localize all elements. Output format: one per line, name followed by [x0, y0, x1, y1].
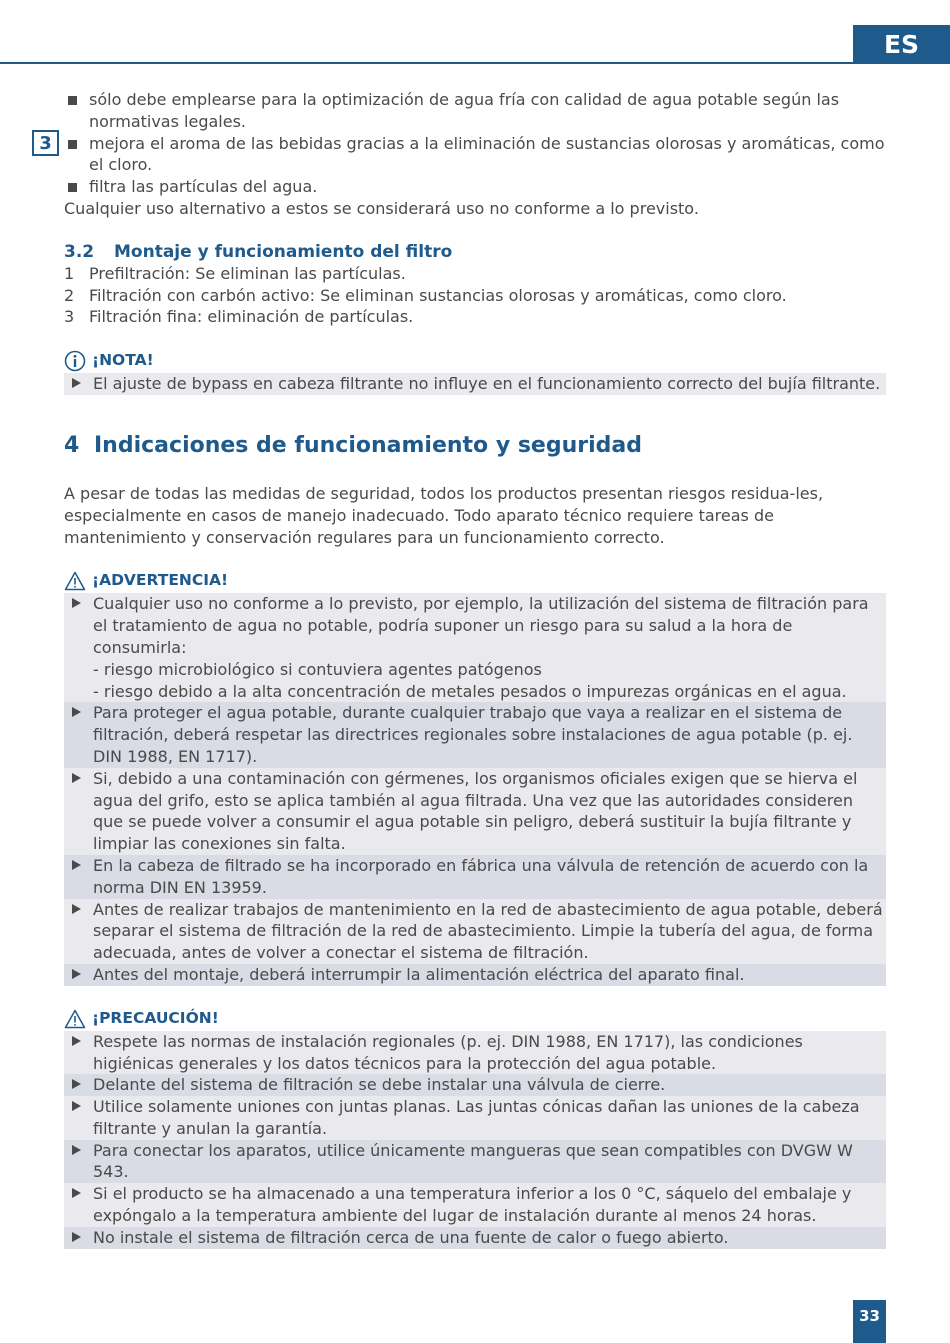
advertencia-box [64, 593, 886, 985]
info-icon [64, 350, 86, 372]
list-item: No instale el sistema de filtración cerca de una fuente de calor o fuego abierto. [64, 1227, 886, 1249]
list-item: 3 Filtración fina: eliminación de partículas. [64, 307, 414, 327]
header-rule [0, 62, 950, 64]
chapter-marker: 3 [32, 130, 59, 156]
page-number: 33 [853, 1300, 886, 1343]
nota-box [64, 373, 886, 395]
square-bullet-icon [68, 96, 77, 105]
list-item: 2 Filtración con carbón activo: Se eliminan sustancias olorosas y aromáticas, como cloro. [64, 285, 787, 305]
list-item: Antes de realizar trabajos de mantenimiento en la red de abastecimiento de agua potable, deberá separar el sistema de filtración de la red de abastecimiento. Limpie la tubería del agua, de forma adecuada, antes de volver a conectar el sistema de filtración. [64, 899, 886, 964]
list-item: Cualquier uso no conforme a lo previsto, por ejemplo, la utilización del sistema de filtración para el tratamiento de agua no potable, podría suponer un riesgo para su salud a la hora de consumirla: - riesgo microbiológico si contuviera agentes patógenos - riesgo debido a la alta concentración de metales pesados o impurezas orgánicas en el agua. [64, 593, 886, 702]
filter-steps-list [64, 263, 886, 328]
list-item: Si el producto se ha almacenado a una temperatura inferior a los 0 °C, sáquelo del embalaje y expóngalo a la temperatura ambiente del lugar de instalación durante al menos 24 horas. [64, 1183, 886, 1227]
triangle-bullet-icon [72, 378, 81, 388]
triangle-bullet-icon [72, 598, 81, 608]
warning-triangle-icon [64, 571, 86, 591]
square-bullet-icon [68, 183, 77, 192]
intended-use-list [64, 89, 886, 198]
triangle-bullet-icon [72, 969, 81, 979]
page-content [64, 89, 886, 1249]
square-bullet-icon [68, 140, 77, 149]
triangle-bullet-icon [72, 1145, 81, 1155]
list-item: Para conectar los aparatos, utilice únicamente mangueras que sean compatibles con DVGW W 543. [64, 1140, 886, 1184]
list-item: El ajuste de bypass en cabeza filtrante no influye en el funcionamiento correcto del bujía filtrante. [64, 373, 886, 395]
list-item: sólo debe emplearse para la optimización de agua fría con calidad de agua potable según las normativas legales. [64, 89, 886, 133]
language-tab: ES [853, 25, 950, 64]
triangle-bullet-icon [72, 1101, 81, 1111]
list-item: Utilice solamente uniones con juntas planas. Las juntas cónicas dañan las uniones de la cabeza filtrante y anulan la garantía. [64, 1096, 886, 1140]
nota-heading: ¡NOTA! [64, 349, 886, 373]
triangle-bullet-icon [72, 860, 81, 870]
triangle-bullet-icon [72, 773, 81, 783]
triangle-bullet-icon [72, 707, 81, 717]
advertencia-heading: ¡ADVERTENCIA! [64, 569, 886, 593]
list-item: filtra las partículas del agua. [64, 176, 886, 198]
list-item: Antes del montaje, deberá interrumpir la alimentación eléctrica del aparato final. [64, 964, 886, 986]
list-item: Si, debido a una contaminación con gérmenes, los organismos oficiales exigen que se hierva el agua del grifo, esto se aplica también al agua filtrada. Una vez que las autoridades consideren que se puede volver a consumir el agua potable sin peligro, deberá sustituir la bujía filtrante y limpiar las conexiones sin falta. [64, 768, 886, 855]
section-3-2-heading: 3.2 Montaje y funcionamiento del filtro [64, 241, 453, 262]
list-item: mejora el aroma de las bebidas gracias a la eliminación de sustancias olorosas y aromáticas, como el cloro. [64, 133, 886, 177]
triangle-bullet-icon [72, 1232, 81, 1242]
warning-triangle-icon [64, 1009, 86, 1029]
list-item: En la cabeza de filtrado se ha incorporado en fábrica una válvula de retención de acuerdo con la norma DIN EN 13959. [64, 855, 886, 899]
list-item: 1 Prefiltración: Se eliminan las partículas. [64, 263, 406, 283]
list-item: Respete las normas de instalación regionales (p. ej. DIN 1988, EN 1717), las condiciones higiénicas generales y los datos técnicos para la protección del agua potable. [64, 1031, 886, 1075]
list-item: Delante del sistema de filtración se debe instalar una válvula de cierre. [64, 1074, 886, 1096]
precaucion-heading: ¡PRECAUCIÓN! [64, 1007, 886, 1031]
triangle-bullet-icon [72, 904, 81, 914]
section-4-heading: 4 Indicaciones de funcionamiento y seguridad [64, 432, 642, 458]
triangle-bullet-icon [72, 1036, 81, 1046]
list-item: Para proteger el agua potable, durante cualquier trabajo que vaya a realizar en el sistema de filtración, deberá respetar las directrices regionales sobre instalaciones de agua potable (p. ej. DIN 1988, EN 1717). [64, 702, 886, 767]
section-4-paragraph: A pesar de todas las medidas de seguridad, todos los productos presentan riesgos residua-les, especialmente en casos de manejo inadecuado. Todo aparato técnico requiere tareas de mantenimiento y conservación regulares para un funcionamiento correcto. [64, 483, 824, 547]
intro-closing: Cualquier uso alternativo a estos se considerará uso no conforme a lo previsto. [64, 198, 699, 218]
triangle-bullet-icon [72, 1079, 81, 1089]
precaucion-box [64, 1031, 886, 1249]
triangle-bullet-icon [72, 1188, 81, 1198]
